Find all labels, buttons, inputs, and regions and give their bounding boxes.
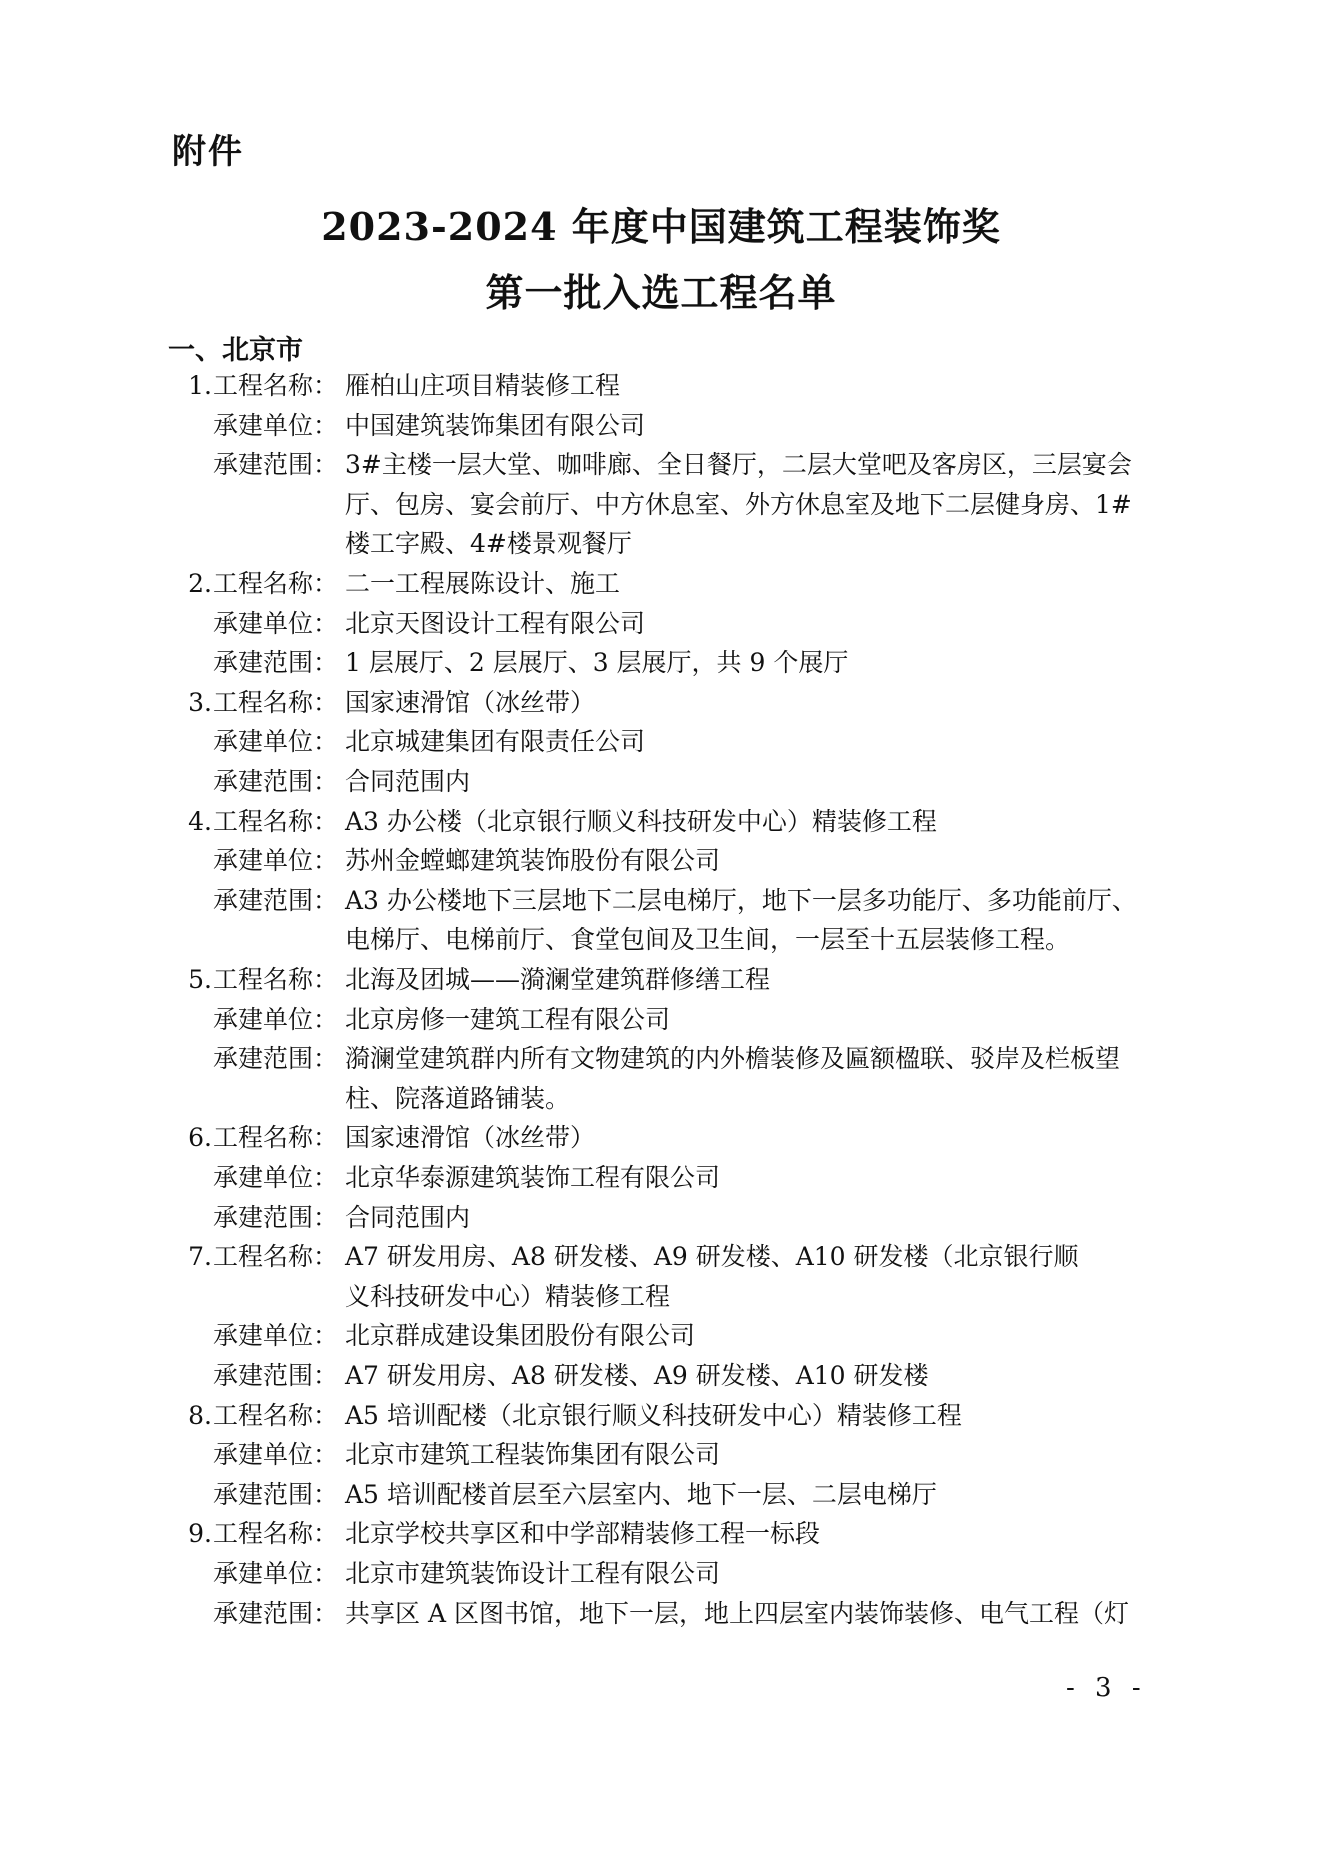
project-name-label: 工程名称：	[213, 806, 339, 836]
project-name-2: 二一工程展陈设计、施工	[345, 569, 621, 598]
project-number: 3.	[188, 687, 212, 717]
project-scope-6: 合同范围内	[345, 1202, 471, 1232]
project-name-label: 工程名称：	[213, 965, 339, 994]
project-scope-7: A7 研发用房、A8 研发楼、A9 研发楼、A10 研发楼	[345, 1361, 929, 1390]
project-name-8: A5 培训配楼（北京银行顺义科技研发中心）精装修工程	[345, 1400, 962, 1430]
project-number: 6.	[188, 1123, 212, 1153]
scope-label: 承建范围：	[213, 885, 339, 915]
project-scope-4: 电梯厅、电梯前厅、食堂包间及卫生间，一层至十五层装修工程。	[345, 925, 1071, 955]
scope-label: 承建范围：	[213, 450, 339, 480]
scope-label: 承建范围：	[213, 1598, 339, 1628]
project-contractor-7: 北京群成建设集团股份有限公司	[345, 1321, 696, 1351]
project-contractor-5: 北京房修一建筑工程有限公司	[345, 1004, 671, 1034]
project-name-7: A7 研发用房、A8 研发楼、A9 研发楼、A10 研发楼（北京银行顺	[345, 1242, 1079, 1272]
scope-label: 承建范围：	[213, 1361, 339, 1390]
project-name-4: A3 办公楼（北京银行顺义科技研发中心）精装修工程	[345, 806, 937, 836]
project-scope-3: 合同范围内	[345, 767, 471, 796]
project-scope-8: A5 培训配楼首层至六层室内、地下一层、二层电梯厅	[345, 1479, 937, 1509]
project-scope-1: 3#主楼一层大堂、咖啡廊、全日餐厅，二层大堂吧及客房区，三层宴会	[345, 450, 1132, 480]
project-name-label: 工程名称：	[213, 569, 339, 598]
scope-label: 承建范围：	[213, 1479, 339, 1509]
project-contractor-3: 北京城建集团有限责任公司	[345, 727, 646, 757]
scope-label: 承建范围：	[213, 1044, 339, 1074]
project-contractor-1: 中国建筑装饰集团有限公司	[345, 410, 646, 440]
project-name-6: 国家速滑馆（冰丝带）	[345, 1123, 596, 1153]
contractor-label: 承建单位：	[213, 410, 339, 440]
project-contractor-8: 北京市建筑工程装饰集团有限公司	[345, 1440, 721, 1470]
project-name-label: 工程名称：	[213, 687, 339, 717]
document-title-line-2: 第一批入选工程名单	[485, 270, 837, 315]
project-number: 8.	[188, 1400, 212, 1430]
scope-label: 承建范围：	[213, 1202, 339, 1232]
project-name-1: 雁柏山庄项目精装修工程	[345, 371, 621, 400]
contractor-label: 承建单位：	[213, 846, 339, 876]
project-number: 7.	[188, 1242, 212, 1272]
attachment-label: 附件	[172, 132, 244, 172]
section-heading: 一、北京市	[168, 335, 303, 366]
scope-label: 承建范围：	[213, 767, 339, 796]
project-number: 2.	[188, 569, 212, 598]
project-contractor-4: 苏州金螳螂建筑装饰股份有限公司	[345, 846, 721, 876]
project-scope-1: 厅、包房、宴会前厅、中方休息室、外方休息室及地下二层健身房、1#	[345, 489, 1132, 519]
project-name-9: 北京学校共享区和中学部精装修工程一标段	[345, 1519, 821, 1549]
page-number: - 3 -	[1066, 1673, 1147, 1703]
contractor-label: 承建单位：	[213, 1163, 339, 1192]
scope-label: 承建范围：	[213, 648, 339, 678]
project-name-label: 工程名称：	[213, 371, 339, 400]
project-name-label: 工程名称：	[213, 1400, 339, 1430]
project-number: 9.	[188, 1519, 212, 1549]
project-scope-4: A3 办公楼地下三层地下二层电梯厅，地下一层多功能厅、多功能前厅、	[345, 885, 1137, 915]
project-number: 4.	[188, 806, 212, 836]
project-name-3: 国家速滑馆（冰丝带）	[345, 687, 596, 717]
project-number: 5.	[188, 965, 212, 994]
contractor-label: 承建单位：	[213, 1004, 339, 1034]
project-name-label: 工程名称：	[213, 1519, 339, 1549]
project-scope-1: 楼工字殿、4#楼景观餐厅	[345, 529, 632, 559]
project-scope-2: 1 层展厅、2 层展厅、3 层展厅，共 9 个展厅	[345, 648, 849, 678]
document-title-line-1: 2023-2024 年度中国建筑工程装饰奖	[321, 204, 1001, 249]
project-contractor-6: 北京华泰源建筑装饰工程有限公司	[345, 1163, 721, 1192]
project-name-label: 工程名称：	[213, 1242, 339, 1272]
contractor-label: 承建单位：	[213, 1559, 339, 1588]
project-contractor-2: 北京天图设计工程有限公司	[345, 608, 646, 638]
project-name-label: 工程名称：	[213, 1123, 339, 1153]
contractor-label: 承建单位：	[213, 608, 339, 638]
contractor-label: 承建单位：	[213, 1321, 339, 1351]
project-scope-5: 柱、院落道路铺装。	[345, 1083, 571, 1113]
contractor-label: 承建单位：	[213, 1440, 339, 1470]
project-number: 1.	[188, 371, 212, 400]
project-scope-9: 共享区 A 区图书馆，地下一层，地上四层室内装饰装修、电气工程（灯	[345, 1598, 1129, 1628]
contractor-label: 承建单位：	[213, 727, 339, 757]
project-name-5: 北海及团城——漪澜堂建筑群修缮工程	[345, 965, 771, 994]
project-scope-5: 漪澜堂建筑群内所有文物建筑的内外檐装修及匾额楹联、驳岸及栏板望	[345, 1044, 1121, 1074]
project-contractor-9: 北京市建筑装饰设计工程有限公司	[345, 1559, 721, 1588]
project-name-7: 义科技研发中心）精装修工程	[345, 1281, 671, 1311]
